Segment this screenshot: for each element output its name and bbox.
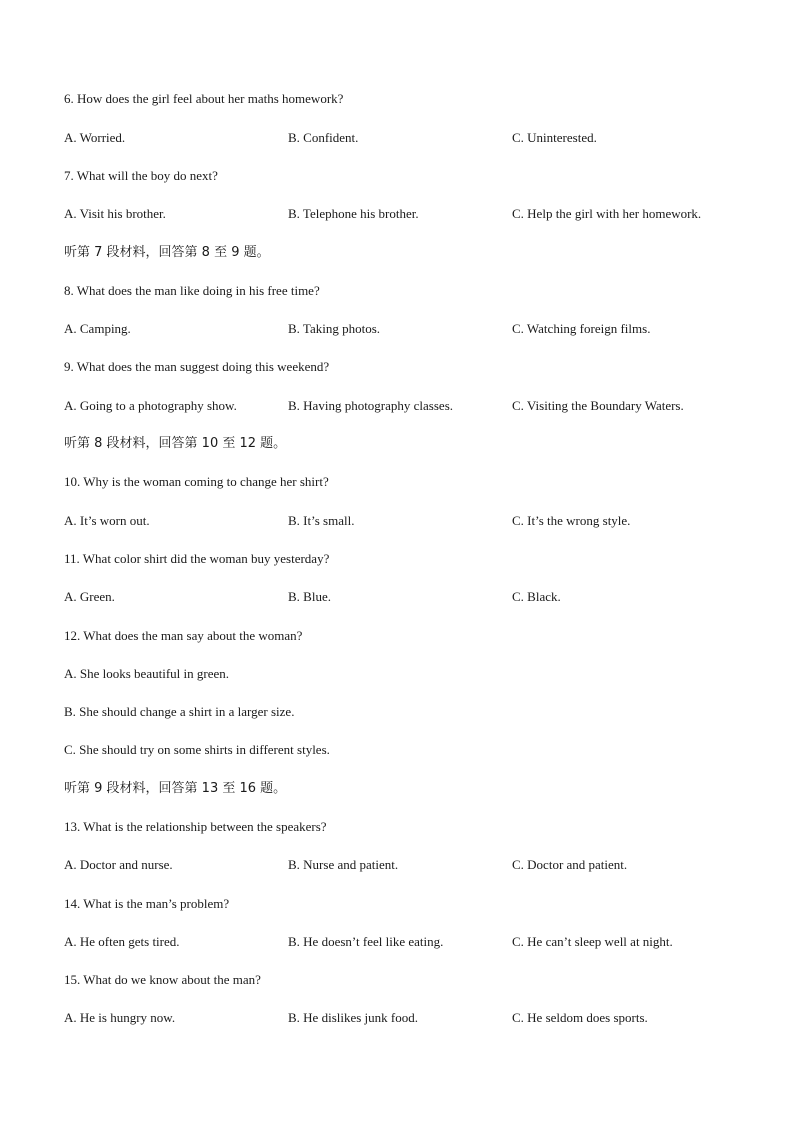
answer-option-b: B. He doesn’t feel like eating. (288, 934, 444, 949)
answer-option-b: B. Confident. (288, 130, 359, 145)
answer-option-c: C. He can’t sleep well at night. (512, 934, 673, 949)
question-text: 7. What will the boy do next? (64, 168, 218, 183)
answer-option-a: A. Doctor and nurse. (64, 857, 173, 872)
answer-option-a: A. He is hungry now. (64, 1010, 176, 1025)
section-instruction: 听第 8 段材料，回答第 10 至 12 题。 (64, 436, 287, 451)
answer-option-c: C. Help the girl with her homework. (512, 206, 702, 221)
answer-option-c: C. It’s the wrong style. (512, 513, 631, 528)
answer-option-b: B. He dislikes junk food. (288, 1010, 418, 1025)
question-text: 14. What is the man’s problem? (64, 896, 230, 911)
answer-option-b: B. Taking photos. (288, 321, 381, 336)
question-text: 12. What does the man say about the woman? (64, 628, 303, 643)
answer-option-b: B. Telephone his brother. (288, 206, 419, 221)
question-text: 6. How does the girl feel about her maths homework? (64, 91, 344, 106)
answer-option-b: B. Blue. (288, 589, 331, 604)
answer-option-b: B. It’s small. (288, 513, 355, 528)
answer-option-b: B. Nurse and patient. (288, 857, 399, 872)
answer-option-a: A. Visit his brother. (64, 206, 166, 221)
question-text: A. She looks beautiful in green. (64, 666, 229, 681)
answer-option-a: A. It’s worn out. (64, 513, 150, 528)
answer-option-c: C. Visiting the Boundary Waters. (512, 398, 684, 413)
answer-option-c: C. Doctor and patient. (512, 857, 628, 872)
question-text: 15. What do we know about the man? (64, 972, 261, 987)
answer-option-b: B. Having photography classes. (288, 398, 454, 413)
question-text: 13. What is the relationship between the speakers? (64, 819, 327, 834)
section-instruction: 听第 7 段材料，回答第 8 至 9 题。 (64, 245, 270, 260)
question-text: 9. What does the man suggest doing this weekend? (64, 359, 330, 374)
answer-option-a: A. Green. (64, 589, 115, 604)
question-text: 10. Why is the woman coming to change her shirt? (64, 474, 329, 489)
question-text: 8. What does the man like doing in his free time? (64, 283, 320, 298)
section-instruction: 听第 9 段材料，回答第 13 至 16 题。 (64, 781, 287, 796)
question-text: B. She should change a shirt in a larger size. (64, 704, 295, 719)
answer-option-c: C. Black. (512, 589, 561, 604)
answer-option-a: A. Going to a photography show. (64, 398, 237, 413)
answer-option-a: A. He often gets tired. (64, 934, 180, 949)
question-text: 11. What color shirt did the woman buy yesterday? (64, 551, 330, 566)
question-text: C. She should try on some shirts in different styles. (64, 742, 330, 757)
answer-option-c: C. Uninterested. (512, 130, 597, 145)
answer-option-c: C. Watching foreign films. (512, 321, 651, 336)
answer-option-c: C. He seldom does sports. (512, 1010, 648, 1025)
answer-option-a: A. Camping. (64, 321, 131, 336)
answer-option-a: A. Worried. (64, 130, 126, 145)
